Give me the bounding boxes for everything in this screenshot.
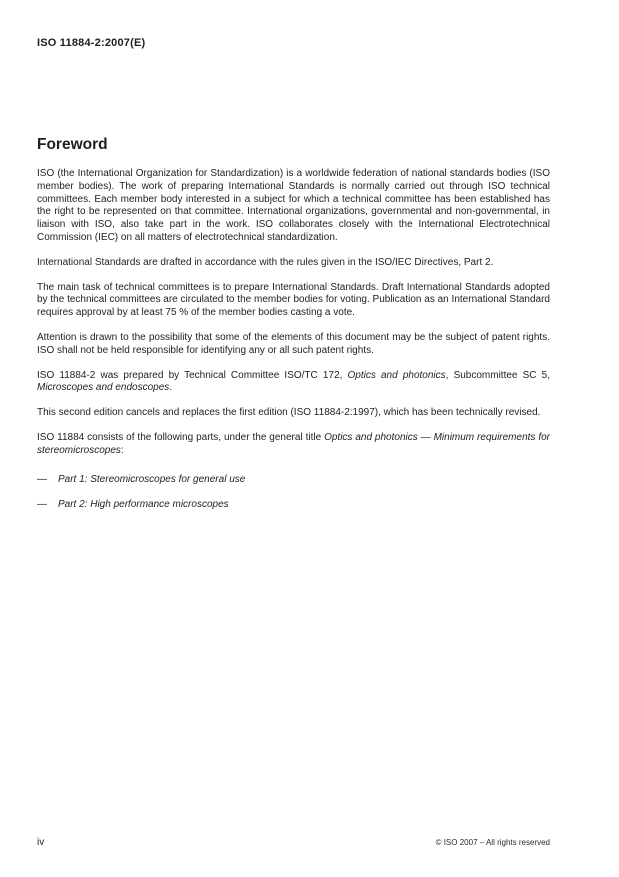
paragraph-text: . <box>169 382 173 394</box>
foreword-paragraph-4 <box>37 332 550 358</box>
paragraph-text: The main task of technical committees is to prepare International Standards. Draft International Standards adopted by the technical committees are circulated to the member bodies for voting. Publication as an International Standard requires approval by at least 75 % of the member bodies casting a vote. <box>37 281 550 319</box>
foreword-heading: Foreword <box>37 136 108 153</box>
list-item-label: Part 1: Stereomicroscopes for general use <box>58 473 246 485</box>
list-item-part-2 <box>37 499 550 512</box>
paragraph-text: International Standards are drafted in accordance with the rules given in the ISO/IEC Directives, Part 2. <box>37 256 494 268</box>
paragraph-text: Attention is drawn to the possibility that some of the elements of this document may be the subject of patent rights. ISO shall not be held responsible for identifying any or all such patent rights. <box>37 331 550 356</box>
subcommittee-title: Microscopes and endoscopes <box>37 382 170 394</box>
page-footer <box>37 837 550 848</box>
paragraph-text: , Subcommittee SC 5, <box>445 369 550 381</box>
list-item-part-1 <box>37 474 550 487</box>
dash-marker: — <box>37 499 47 511</box>
paragraph-text: ISO (the International Organization for Standardization) is a worldwide federation of national standards bodies (ISO member bodies). The work of preparing International Standards is normally carried out through ISO technical committees. Each member body interested in a subject for which a technical committee has been established has the right to be represented on that committee. International organizations, governmental and non-governmental, in liaison with ISO, also take part in the work. ISO collaborates closely with the International Electrotechnical Commission (IEC) on all matters of electrotechnical standardization. <box>37 168 550 243</box>
paragraph-text: ISO 11884 consists of the following parts, under the general title <box>37 431 325 443</box>
foreword-paragraph-6 <box>37 407 550 420</box>
document-number: ISO 11884-2:2007(E) <box>37 37 146 49</box>
paragraph-text: This second edition cancels and replaces the first edition (ISO 11884-2:1997), which has been technically revised. <box>37 407 541 419</box>
dash-marker: — <box>37 473 47 485</box>
copyright-notice: © ISO 2007 – All rights reserved <box>435 838 550 847</box>
foreword-paragraph-5 <box>37 370 550 396</box>
committee-title: Optics and photonics <box>347 369 446 381</box>
page-header <box>37 37 145 49</box>
paragraph-text: ISO 11884-2 was prepared by Technical Committee ISO/TC 172, <box>37 369 348 381</box>
paragraph-text: : <box>120 444 124 456</box>
page-body <box>37 137 550 525</box>
list-item-label: Part 2: High performance microscopes <box>58 499 229 511</box>
page-number: iv <box>37 837 45 848</box>
foreword-paragraph-3 <box>37 282 550 320</box>
foreword-paragraph-2 <box>37 257 550 270</box>
parts-list <box>37 474 550 513</box>
foreword-paragraph-7 <box>37 432 550 458</box>
series-general-title: Optics and photonics — Minimum requirements for stereomicroscopes <box>37 431 550 456</box>
foreword-paragraph-1 <box>37 168 550 245</box>
